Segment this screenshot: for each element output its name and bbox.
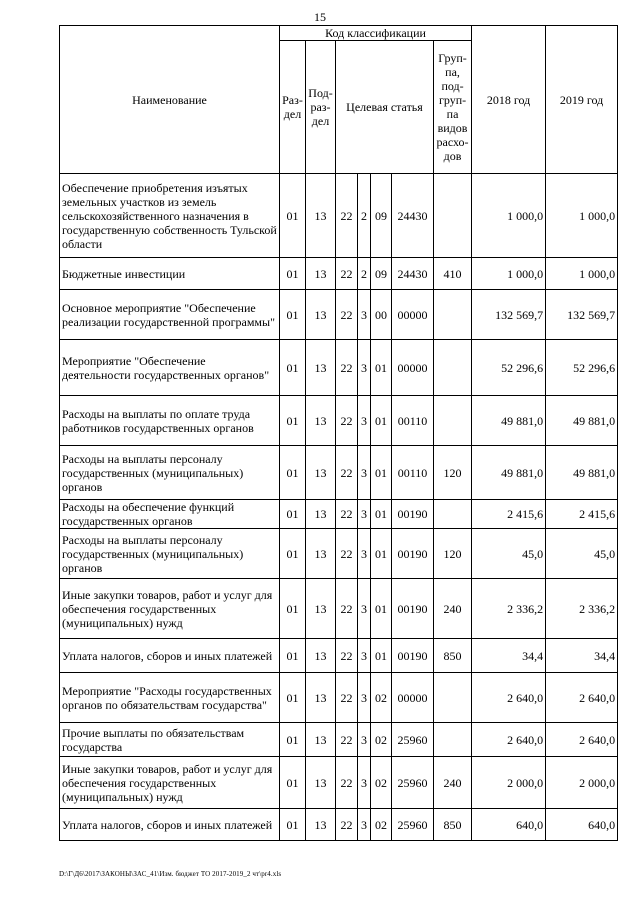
row-target-direction: 00000 [392,290,434,340]
row-name: Расходы на выплаты персоналу государственных (муниципальных) органов [60,446,280,500]
row-target-event: 02 [371,673,392,723]
row-amount-2019: 2 336,2 [546,579,618,639]
row-name: Иные закупки товаров, работ и услуг для обеспечения государственных (муниципальных) нужд [60,579,280,639]
row-amount-2019: 45,0 [546,529,618,579]
row-target-event: 00 [371,290,392,340]
row-razdel: 01 [280,174,306,258]
row-target-direction: 00110 [392,446,434,500]
row-target-subprogram: 2 [358,174,371,258]
row-target-program: 22 [336,723,358,757]
row-target-subprogram: 3 [358,290,371,340]
row-target-event: 01 [371,340,392,396]
row-target-subprogram: 3 [358,396,371,446]
table-row [60,396,618,446]
row-name: Расходы на обеспечение функций государственных органов [60,500,280,529]
row-amount-2018: 2 000,0 [472,757,546,809]
row-expense-group: 240 [434,579,472,639]
row-target-direction: 25960 [392,723,434,757]
row-target-subprogram: 3 [358,500,371,529]
row-name: Основное мероприятие "Обеспечение реализации государственной программы" [60,290,280,340]
row-amount-2019: 52 296,6 [546,340,618,396]
row-target-direction: 00000 [392,673,434,723]
row-amount-2019: 1 000,0 [546,174,618,258]
row-target-subprogram: 3 [358,757,371,809]
table-row [60,579,618,639]
row-target-event: 01 [371,529,392,579]
row-podrazdel: 13 [306,446,336,500]
row-expense-group [434,174,472,258]
header-code-group: Код классификации [280,26,472,41]
row-target-subprogram: 3 [358,446,371,500]
row-amount-2019: 49 881,0 [546,396,618,446]
row-amount-2018: 1 000,0 [472,258,546,290]
row-target-subprogram: 3 [358,723,371,757]
row-razdel: 01 [280,500,306,529]
row-target-program: 22 [336,290,358,340]
table-row [60,340,618,396]
row-podrazdel: 13 [306,340,336,396]
row-amount-2018: 2 640,0 [472,723,546,757]
table-row [60,258,618,290]
row-target-subprogram: 3 [358,809,371,841]
row-target-direction: 00000 [392,340,434,396]
row-amount-2018: 49 881,0 [472,446,546,500]
row-expense-group: 850 [434,809,472,841]
budget-table [59,25,618,841]
row-razdel: 01 [280,340,306,396]
row-amount-2019: 2 640,0 [546,673,618,723]
row-amount-2018: 52 296,6 [472,340,546,396]
row-razdel: 01 [280,579,306,639]
header-razdel: Раз-дел [280,41,306,174]
file-path-footer: D:\Г\Д6\2017\ЗАКОНЫ\ЗАС_41\Изм. бюджет ТО 2017-2019_2 чт\pr4.xls [59,870,282,878]
row-amount-2019: 49 881,0 [546,446,618,500]
row-target-direction: 00110 [392,396,434,446]
row-target-event: 01 [371,500,392,529]
row-amount-2018: 34,4 [472,639,546,673]
row-podrazdel: 13 [306,673,336,723]
header-year-2019: 2019 год [546,26,618,174]
row-podrazdel: 13 [306,757,336,809]
table-row [60,757,618,809]
row-target-event: 02 [371,757,392,809]
row-expense-group: 850 [434,639,472,673]
row-name: Уплата налогов, сборов и иных платежей [60,809,280,841]
row-razdel: 01 [280,396,306,446]
row-name: Прочие выплаты по обязательствам государства [60,723,280,757]
table-row [60,290,618,340]
row-target-program: 22 [336,579,358,639]
row-target-subprogram: 2 [358,258,371,290]
row-razdel: 01 [280,673,306,723]
row-target-direction: 25960 [392,757,434,809]
row-amount-2018: 132 569,7 [472,290,546,340]
row-expense-group [434,673,472,723]
row-amount-2019: 2 000,0 [546,757,618,809]
header-year-2018: 2018 год [472,26,546,174]
row-target-direction: 25960 [392,809,434,841]
row-amount-2018: 45,0 [472,529,546,579]
row-amount-2018: 49 881,0 [472,396,546,446]
row-target-subprogram: 3 [358,529,371,579]
row-target-subprogram: 3 [358,340,371,396]
row-expense-group [434,290,472,340]
header-expense-group: Груп-па, под-груп-па видов расхо-дов [434,41,472,174]
row-name: Иные закупки товаров, работ и услуг для обеспечения государственных (муниципальных) нужд [60,757,280,809]
row-target-program: 22 [336,673,358,723]
row-target-direction: 00190 [392,529,434,579]
row-target-program: 22 [336,500,358,529]
row-target-program: 22 [336,639,358,673]
row-razdel: 01 [280,529,306,579]
row-target-program: 22 [336,529,358,579]
row-expense-group [434,723,472,757]
row-target-event: 01 [371,639,392,673]
row-amount-2019: 2 640,0 [546,723,618,757]
row-target-program: 22 [336,446,358,500]
row-expense-group [434,500,472,529]
row-target-program: 22 [336,396,358,446]
table-row [60,809,618,841]
row-name: Уплата налогов, сборов и иных платежей [60,639,280,673]
row-target-subprogram: 3 [358,673,371,723]
row-amount-2018: 2 640,0 [472,673,546,723]
header-podrazdel: Под-раз-дел [306,41,336,174]
table-body [60,174,618,841]
row-name: Расходы на выплаты персоналу государственных (муниципальных) органов [60,529,280,579]
row-expense-group [434,396,472,446]
row-target-event: 01 [371,396,392,446]
row-target-program: 22 [336,174,358,258]
row-target-program: 22 [336,809,358,841]
row-target-event: 02 [371,809,392,841]
row-target-event: 09 [371,174,392,258]
row-expense-group: 410 [434,258,472,290]
row-target-event: 01 [371,579,392,639]
table-row [60,446,618,500]
row-expense-group: 120 [434,446,472,500]
row-podrazdel: 13 [306,258,336,290]
row-target-program: 22 [336,757,358,809]
row-podrazdel: 13 [306,723,336,757]
row-name: Расходы на выплаты по оплате труда работников государственных органов [60,396,280,446]
row-name: Обеспечение приобретения изъятых земельных участков из земель сельскохозяйственного назначения в государственную собственность Тульской области [60,174,280,258]
row-razdel: 01 [280,757,306,809]
row-podrazdel: 13 [306,639,336,673]
table-row [60,723,618,757]
page-number: 15 [314,10,326,24]
table-row [60,500,618,529]
row-target-event: 01 [371,446,392,500]
row-amount-2018: 2 415,6 [472,500,546,529]
row-expense-group: 240 [434,757,472,809]
row-target-program: 22 [336,258,358,290]
row-target-subprogram: 3 [358,639,371,673]
row-amount-2018: 1 000,0 [472,174,546,258]
row-razdel: 01 [280,446,306,500]
row-podrazdel: 13 [306,396,336,446]
row-podrazdel: 13 [306,290,336,340]
row-name: Мероприятие "Обеспечение деятельности государственных органов" [60,340,280,396]
row-expense-group: 120 [434,529,472,579]
row-razdel: 01 [280,258,306,290]
row-target-subprogram: 3 [358,579,371,639]
header-name: Наименование [60,26,280,174]
row-podrazdel: 13 [306,500,336,529]
row-podrazdel: 13 [306,579,336,639]
row-target-program: 22 [336,340,358,396]
row-target-direction: 24430 [392,174,434,258]
row-razdel: 01 [280,290,306,340]
row-target-event: 02 [371,723,392,757]
row-name: Бюджетные инвестиции [60,258,280,290]
row-target-direction: 00190 [392,500,434,529]
row-amount-2019: 640,0 [546,809,618,841]
table-row [60,639,618,673]
row-amount-2019: 1 000,0 [546,258,618,290]
row-amount-2018: 640,0 [472,809,546,841]
header-target-article: Целевая статья [336,41,434,174]
row-amount-2018: 2 336,2 [472,579,546,639]
row-razdel: 01 [280,723,306,757]
row-amount-2019: 2 415,6 [546,500,618,529]
row-target-direction: 00190 [392,579,434,639]
table-row [60,529,618,579]
row-target-event: 09 [371,258,392,290]
row-target-direction: 00190 [392,639,434,673]
row-amount-2019: 132 569,7 [546,290,618,340]
row-podrazdel: 13 [306,174,336,258]
row-expense-group [434,340,472,396]
table-row [60,673,618,723]
row-podrazdel: 13 [306,529,336,579]
row-razdel: 01 [280,809,306,841]
row-razdel: 01 [280,639,306,673]
table-row [60,174,618,258]
row-name: Мероприятие "Расходы государственных органов по обязательствам государства" [60,673,280,723]
row-target-direction: 24430 [392,258,434,290]
row-amount-2019: 34,4 [546,639,618,673]
row-podrazdel: 13 [306,809,336,841]
